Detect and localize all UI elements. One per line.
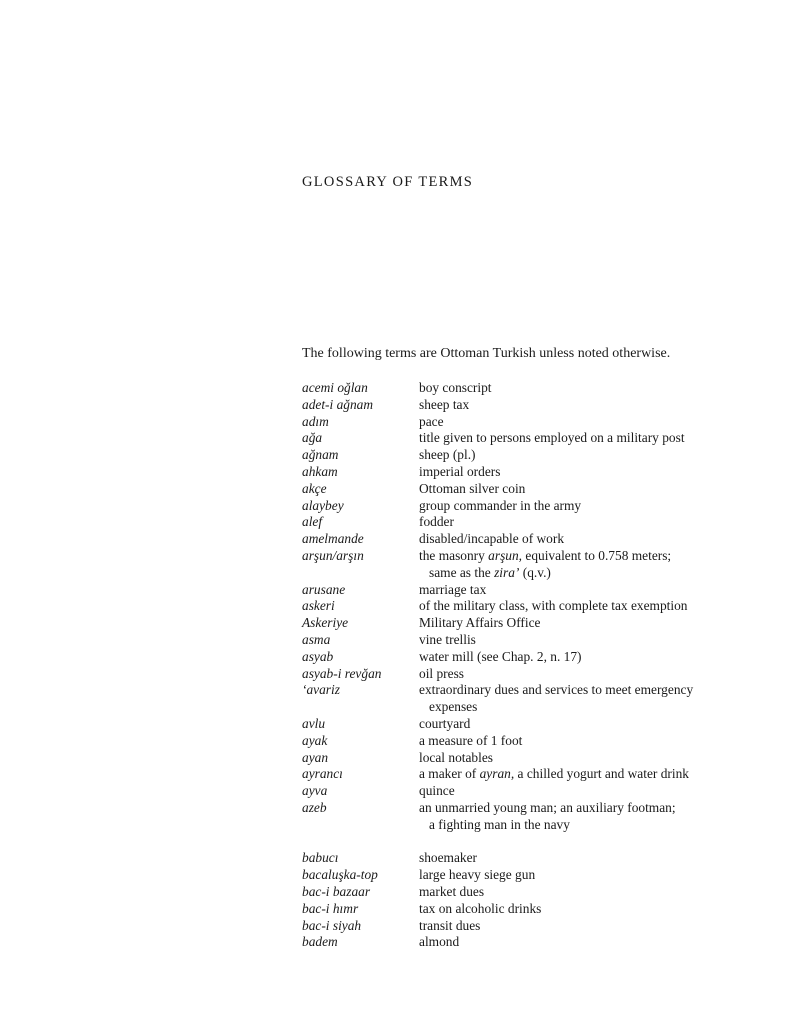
glossary-entry (302, 867, 712, 884)
glossary-term: ayan (302, 749, 329, 765)
glossary-term: adım (302, 413, 329, 429)
glossary-entry (302, 481, 712, 498)
glossary-entry (302, 800, 712, 817)
glossary-term: asyab (302, 648, 334, 664)
glossary-entry-continuation (302, 699, 712, 716)
glossary-definition: market dues (419, 883, 485, 899)
glossary-term: akçe (302, 480, 327, 496)
glossary-entry (302, 733, 712, 750)
glossary-entry (302, 632, 712, 649)
glossary-entry (302, 414, 712, 431)
glossary-definition: Ottoman silver coin (419, 480, 526, 496)
glossary-term: bacaluşka-top (302, 867, 378, 883)
glossary-definition: a measure of 1 foot (419, 732, 523, 748)
glossary-definition: boy conscript (419, 380, 492, 395)
glossary-term: babucı (302, 850, 339, 866)
glossary-definition: transit dues (419, 917, 481, 933)
glossary-definition: oil press (419, 665, 465, 681)
glossary-entry (302, 649, 712, 666)
definition-text: a maker of (419, 766, 480, 782)
definition-text: a chilled yogurt and water drink (514, 766, 689, 782)
glossary-term-spacer (302, 565, 419, 582)
glossary-term: avlu (302, 715, 326, 731)
glossary-entry (302, 615, 712, 632)
glossary-entry (302, 934, 712, 951)
definition-italic-term: ayran, (479, 766, 515, 782)
glossary-entry (302, 548, 712, 565)
glossary-definition-continuation (419, 565, 712, 582)
glossary-entry (302, 766, 712, 783)
glossary-definition (419, 548, 712, 565)
glossary-definition: group commander in the army (419, 497, 582, 513)
glossary-entry-continuation (302, 817, 712, 834)
glossary-definition: local notables (419, 749, 493, 765)
glossary-entry (302, 380, 712, 397)
glossary-definition: marriage tax (419, 581, 487, 597)
glossary-definition: tax on alcoholic drinks (419, 900, 542, 916)
glossary-term: ‘avariz (302, 682, 340, 698)
glossary-term: alef (302, 514, 323, 530)
glossary-entry (302, 514, 712, 531)
glossary-definition: disabled/incapable of work (419, 531, 565, 547)
definition-text: (q.v.) (519, 564, 551, 580)
glossary-entry (302, 498, 712, 515)
glossary-definition: Military Affairs Office (419, 615, 541, 631)
glossary-term: ağa (302, 430, 323, 446)
glossary-term: arusane (302, 581, 346, 597)
glossary-entry (302, 397, 712, 414)
section-gap (302, 834, 712, 851)
definition-text: same as the (429, 564, 495, 580)
glossary-entry (302, 884, 712, 901)
glossary-definition-continuation: expenses (429, 699, 478, 715)
definition-italic-term: arşun, (488, 547, 523, 563)
glossary-definition: title given to persons employed on a military post (419, 430, 685, 446)
glossary-entry (302, 582, 712, 599)
glossary-term: ayva (302, 783, 328, 799)
glossary-term: azeb (302, 799, 327, 815)
glossary-definition: extraordinary dues and services to meet emergency (419, 682, 694, 698)
glossary-term: Askeriye (302, 615, 349, 631)
glossary-entry (302, 682, 712, 699)
glossary-definition: large heavy siege gun (419, 867, 536, 883)
glossary-entry (302, 464, 712, 481)
glossary-term: asma (302, 631, 331, 647)
glossary-definition: sheep tax (419, 396, 470, 412)
glossary-term: ağnam (302, 447, 339, 463)
definition-italic-term: zira’ (494, 564, 520, 580)
glossary-definition: quince (419, 783, 455, 799)
glossary-term-spacer (302, 817, 419, 834)
glossary-definition: almond (419, 934, 460, 950)
glossary-definition: shoemaker (419, 850, 478, 866)
glossary-list (302, 380, 712, 951)
glossary-term: ayak (302, 732, 328, 748)
glossary-entry (302, 901, 712, 918)
glossary-entry (302, 783, 712, 800)
glossary-entry-continuation (302, 565, 712, 582)
glossary-definition: water mill (see Chap. 2, n. 17) (419, 648, 582, 664)
glossary-definition: courtyard (419, 715, 471, 731)
glossary-term: asyab-i revğan (302, 665, 382, 681)
glossary-definition: pace (419, 413, 444, 429)
glossary-definition: imperial orders (419, 463, 501, 479)
definition-text: the masonry (419, 547, 489, 563)
glossary-term: arşun/arşın (302, 547, 364, 563)
glossary-definition: sheep (pl.) (419, 447, 476, 463)
glossary-entry (302, 447, 712, 464)
glossary-entry (302, 750, 712, 767)
glossary-term: badem (302, 934, 338, 950)
glossary-term: bac-i hımr (302, 900, 359, 916)
glossary-term: alaybey (302, 497, 344, 513)
glossary-entry (302, 666, 712, 683)
glossary-definition: fodder (419, 514, 454, 530)
glossary-entry (302, 531, 712, 548)
glossary-definition-continuation: a fighting man in the navy (429, 816, 570, 832)
glossary-term-spacer (302, 699, 419, 716)
glossary-term: adet-i ağnam (302, 396, 374, 412)
glossary-definition: of the military class, with complete tax exemption (419, 598, 688, 614)
glossary-entry (302, 716, 712, 733)
intro-paragraph: The following terms are Ottoman Turkish unless noted otherwise. (302, 346, 671, 361)
glossary-term: ahkam (302, 463, 338, 479)
glossary-term: bac-i siyah (302, 917, 362, 933)
glossary-entry (302, 598, 712, 615)
glossary-term: bac-i bazaar (302, 883, 371, 899)
definition-text: equivalent to 0.758 meters; (522, 547, 672, 563)
glossary-definition: vine trellis (419, 631, 476, 647)
glossary-term: amelmande (302, 531, 364, 547)
glossary-term: acemi oğlan (302, 380, 368, 395)
glossary-definition (419, 766, 712, 783)
glossary-entry (302, 850, 712, 867)
glossary-entry (302, 430, 712, 447)
glossary-term: ayrancı (302, 766, 343, 782)
page-title: GLOSSARY OF TERMS (302, 174, 474, 190)
glossary-term: askeri (302, 598, 335, 614)
glossary-entry (302, 918, 712, 935)
glossary-definition: an unmarried young man; an auxiliary footman; (419, 799, 676, 815)
